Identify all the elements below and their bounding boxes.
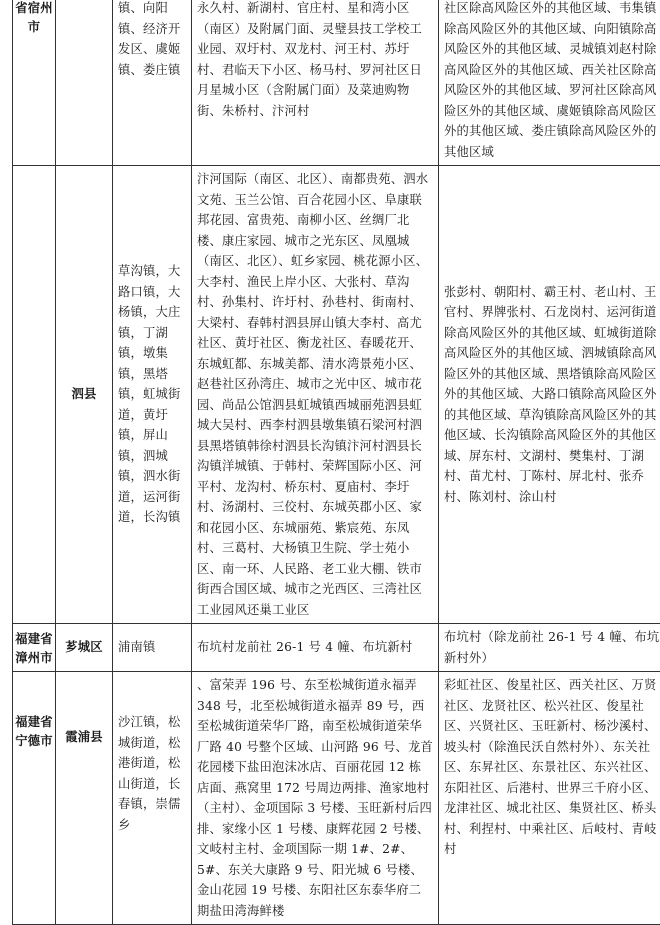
table-row [13,0,660,166]
province-city-cell: 福建省宁德市 [13,672,56,925]
table-row [13,672,660,925]
province-city-cell: 福建省漳州市 [13,624,56,672]
towns-cell: 沙江镇，松城街道，松港街道，松山街道，长春镇，崇儒乡 [113,672,192,925]
risk-area-table [12,0,660,925]
low-risk-cell: 社区除高风险区外的其他区域、韦集镇除高风险区外的其他区域、向阳镇除高风险区外的其他区域、灵城镇刘赵村除高风险区外的其他区域、西关社区除高风险区外的其他区域、罗河社区除高风险区外的其他区域、虞姬镇除高风险区外的其他区域、娄庄镇除高风险区外的其他区域 [439,0,660,166]
towns-cell: 镇、向阳镇、经济开发区、虞姬镇、娄庄镇 [113,0,192,166]
county-cell: 霞浦县 [56,672,113,925]
low-risk-cell: 布坑村（除龙前社 26-1 号 4 幢、布坑新村外） [439,624,660,672]
medium-risk-cell: 、富荣弄 196 号、东至松城街道永福弄 348 号，北至松城街道永福弄 89 号，西至松城街道荣华厂路，南至松城街道荣华厂路 40 号整个区域、山河路 96 号、龙首花园楼下盐田泡沫冰店、百丽花园 12 栋店面、燕窝里 172 号周边两排、渔家地村（主村）、金项国际 3 号楼、玉旺新村后四排、家缘小区 1 号楼、康辉花园 2 号楼、文岐村主村、金项国际一期 1#、2#、5#、东关大康路 9 号、阳光城 6 号楼、金山花园 19 号楼、东阳社区东泰华府二期盐田湾海鲜楼 [192,672,439,925]
table-row [13,624,660,672]
low-risk-cell: 彩虹社区、俊星社区、西关社区、万贤社区、龙贤社区、松兴社区、俊星社区、兴贤社区、玉旺新村、杨沙溪村、坡头村（除渔民沃自然村外）、东关社区、东昇社区、东景社区、东兴社区、东阳社区、后港村、世界三千府小区、龙津社区、城北社区、集贤社区、桥头村、利捏村、中乘社区、后岐村、青岐村 [439,672,660,925]
medium-risk-cell: 汴河国际（南区、北区）、南都贵苑、泗水文苑、玉兰公馆、百合花园小区、阜康联邦花园、富贵苑、南柳小区、丝绸厂北楼、康庄家园、城市之光东区、凤凰城（南区、北区）、虹乡家园、桃花源小区、大李村、渔民上岸小区、大张村、草沟村、孙集村、许圩村、孙巷村、街南村、大梁村、春韩村泗县屏山镇大李村、高尤社区、黄圩社区、衡龙社区、春暖花开、东城虹都、东城美都、清水湾景苑小区、赵巷社区孙湾庄、城市之光中区、城市花园、尚品公馆泗县虹城镇西城丽苑泗县虹城大吴村、西李村泗县墩集镇石梁河村泗县黑塔镇韩徐村泗县长沟镇汴河村泗县长沟镇洋城镇、于韩村、荣辉国际小区、河平村、龙沟村、桥东村、夏庙村、李圩村、汤湖村、三佼村、东城英郡小区、家和花园小区、东城丽苑、紫宸苑、东凤村、三葛村、大杨镇卫生院、学士苑小区、南一环、人民路、老工业大棚、铁市街西合国区域、城市之光西区、三湾社区工业园风还巢工业区 [192,166,439,624]
county-cell [56,0,113,166]
table-row [13,166,660,624]
medium-risk-cell: 永久村、新湖村、官庄村、星和湾小区（南区）及附属门面、灵璧县技工学校工业园、双圩村、双龙村、河王村、苏圩村、君临天下小区、杨马村、罗河社区日月星城小区（含附属门面）及菜迪购物街、朱桥村、汴河村 [192,0,439,166]
province-city-cell [13,166,56,624]
county-cell: 芗城区 [56,624,113,672]
towns-cell: 浦南镇 [113,624,192,672]
province-city-cell: 省宿州市 [13,0,56,166]
county-cell: 泗县 [56,166,113,624]
medium-risk-cell: 布坑村龙前社 26-1 号 4 幢、布坑新村 [192,624,439,672]
towns-cell: 草沟镇，大路口镇，大杨镇，大庄镇，丁湖镇，墩集镇，黑塔镇，虹城街道，黄圩镇，屏山镇，泗城镇，泗水街道，运河街道，长沟镇 [113,166,192,624]
low-risk-cell: 张彭村、朝阳村、霸王村、老山村、王官村、界牌张村、石龙岗村、运河街道除高风险区外的其他区域、虹城街道除高风险区外的其他区域、泗城镇除高风险区外的其他区域、黑塔镇除高风险区外的其他区域、大路口镇除高风险区外的其他区域、草沟镇除高风险区外的其他区域、长沟镇除高风险区外的其他区域、屏东村、文湖村、樊集村、丁湖村、苗尤村、丁陈村、屏北村、张乔村、陈刘村、涂山村 [439,166,660,624]
